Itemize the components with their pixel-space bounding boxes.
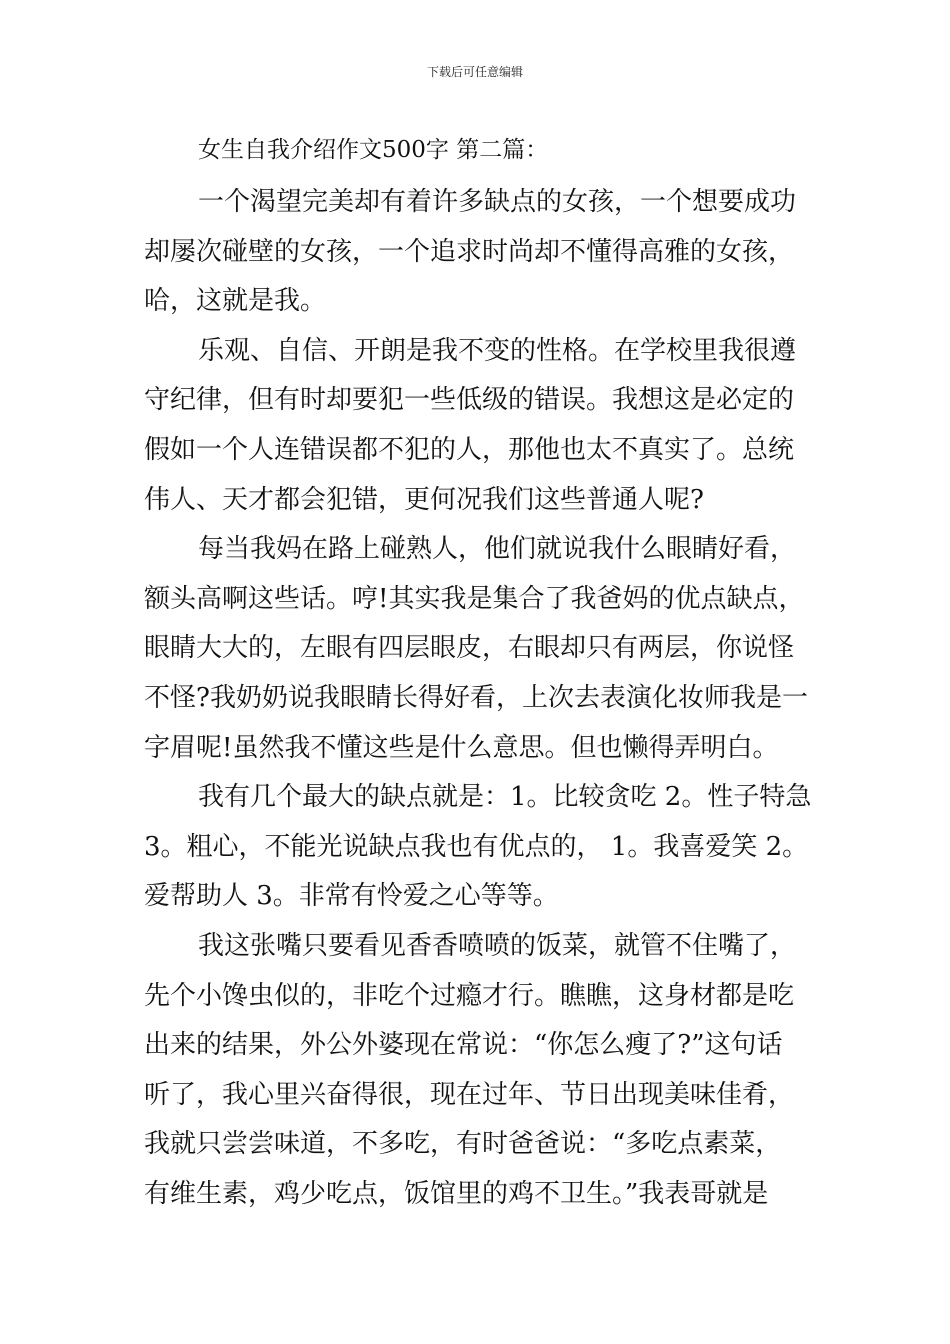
paragraph-line: 我这张嘴只要看见香香喷喷的饭菜，就管不住嘴了， [198,930,797,961]
paragraph-line: 我就只尝尝味道，不多吃，有时爸爸说：“多吃点素菜， [144,1129,782,1160]
paragraph-line: 不怪?我奶奶说我眼睛长得好看，上次去表演化妆师我是一 [144,682,808,713]
paragraph-5 [144,922,808,1220]
paragraph-line: 爱帮助人 3。非常有怜爱之心等等。 [144,881,559,912]
paragraph-line: 一个渴望完美却有着许多缺点的女孩，一个想要成功 [198,187,797,217]
page-header-note: 下载后可任意编辑 [426,65,523,79]
paragraph-line: 3。粗心，不能光说缺点我也有优点的， 1。我喜爱笑 2。 [144,831,809,862]
paragraph-4 [144,773,812,922]
paragraph-line: 守纪律，但有时却要犯一些低级的错误。我想这是必定的 [144,385,795,416]
paragraph-line: 额头高啊这些话。哼!其实我是集合了我爸妈的优点缺点， [144,583,805,614]
paragraph-line: 眼睛大大的，左眼有四层眼皮，右眼却只有两层，你说怪 [144,633,795,664]
paragraph-line: 乐观、自信、开朗是我不变的性格。在学校里我很遵 [198,335,797,366]
document-title: 女生自我介绍作文500字 第二篇： [198,137,549,163]
paragraph-2 [144,327,808,525]
paragraph-line: 听了，我心里兴奋得很，现在过年、节日出现美味佳肴， [144,1079,795,1110]
paragraph-line: 每当我妈在路上碰熟人，他们就说我什么眼睛好看， [198,534,797,565]
paragraph-line: 伟人、天才都会犯错，更何况我们这些普通人呢? [144,484,704,515]
document-body [144,130,812,1219]
paragraph-line: 字眉呢!虽然我不懂这些是什么意思。但也懒得弄明白。 [144,732,779,763]
paragraph-3 [144,525,808,773]
paragraph-line: 先个小馋虫似的，非吃个过瘾才行。瞧瞧，这身材都是吃 [144,980,795,1011]
paragraph-line: 却屡次碰壁的女孩，一个追求时尚却不懂得高雅的女孩， [144,236,795,267]
paragraph-line: 哈，这就是我。 [144,286,327,317]
paragraph-line: 假如一个人连错误都不犯的人，那他也太不真实了。总统 [144,434,795,465]
paragraph-1 [144,178,808,327]
paragraph-line: 我有几个最大的缺点就是：1。比较贪吃 2。性子特急 [198,782,812,813]
paragraph-line: 出来的结果，外公外婆现在常说：“你怎么瘦了?”这句话 [144,1030,783,1061]
paragraph-line: 有维生素，鸡少吃点，饭馆里的鸡不卫生。”我表哥就是 [144,1178,769,1209]
